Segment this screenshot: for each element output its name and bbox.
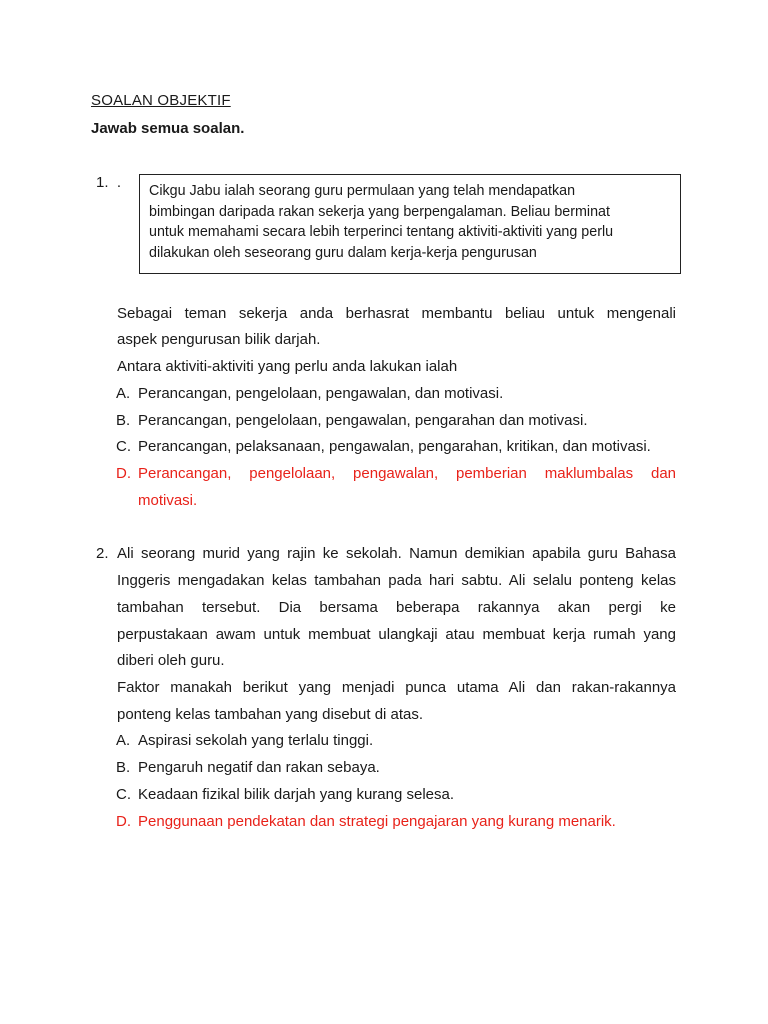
question-1-stem-line: aspek pengurusan bilik darjah. [117,331,321,348]
question-2-stem-line: Ali seorang murid yang rajin ke sekolah. Namun demikian apabila guru Bahasa [117,545,676,562]
question-2-stem-line: Inggeris mengadakan kelas tambahan pada hari sabtu. Ali selalu ponteng kelas [117,572,676,589]
option-text-line: Perancangan, pengelolaan, pengawalan, pemberian maklumbalas dan [138,465,676,482]
scenario-line: bimbingan daripada rakan sekerja yang berpengalaman. Beliau berminat [149,203,610,220]
question-1-number: 1. . [96,174,122,191]
question-1-scenario-box [139,174,681,274]
question-2-stem-line: Faktor manakah berikut yang menjadi punca utama Ali dan rakan-rakannya [117,679,676,696]
scenario-line: untuk memahami secara lebih terperinci tentang aktiviti-aktiviti yang perlu [149,224,614,240]
option-letter: D. [116,465,131,482]
option-text: Penggunaan pendekatan dan strategi pengajaran yang kurang menarik. [138,813,616,830]
option-letter: A. [116,385,131,402]
question-2-stem-line: tambahan tersebut. Dia bersama beberapa rakannya akan pergi ke [117,599,676,616]
question-1-stem-line: Antara aktiviti-aktiviti yang perlu anda lakukan ialah [117,358,458,375]
option-text: Aspirasi sekolah yang terlalu tinggi. [138,732,374,749]
question-2-stem-line: ponteng kelas tambahan yang disebut di atas. [117,706,424,723]
question-1-stem-line: Sebagai teman sekerja anda berhasrat membantu beliau untuk mengenali [117,305,676,322]
option-letter: D. [116,813,131,830]
option-letter: C. [116,786,131,803]
option-letter: B. [116,412,131,429]
scenario-line: Cikgu Jabu ialah seorang guru permulaan yang telah mendapatkan [149,183,576,199]
option-letter: A. [116,732,131,749]
option-text: Perancangan, pengelolaan, pengawalan, dan motivasi. [138,385,504,402]
option-text: Pengaruh negatif dan rakan sebaya. [138,759,380,776]
option-text: Keadaan fizikal bilik darjah yang kurang selesa. [138,786,455,803]
question-2-stem-line: diberi oleh guru. [117,652,225,669]
question-2-number: 2. [96,545,109,562]
option-text: Perancangan, pelaksanaan, pengawalan, pengarahan, kritikan, dan motivasi. [138,438,651,455]
instruction-text: Jawab semua soalan. [91,120,245,137]
option-letter: C. [116,438,131,455]
section-title: SOALAN OBJEKTIF [91,92,231,109]
option-letter: B. [116,759,131,776]
option-text-line: motivasi. [138,492,198,509]
scenario-line: dilakukan oleh seseorang guru dalam kerja-kerja pengurusan [149,244,537,261]
option-text: Perancangan, pengelolaan, pengawalan, pengarahan dan motivasi. [138,412,588,429]
question-2-stem-line: perpustakaan awam untuk membuat ulangkaji atau membuat kerja rumah yang [117,626,676,643]
